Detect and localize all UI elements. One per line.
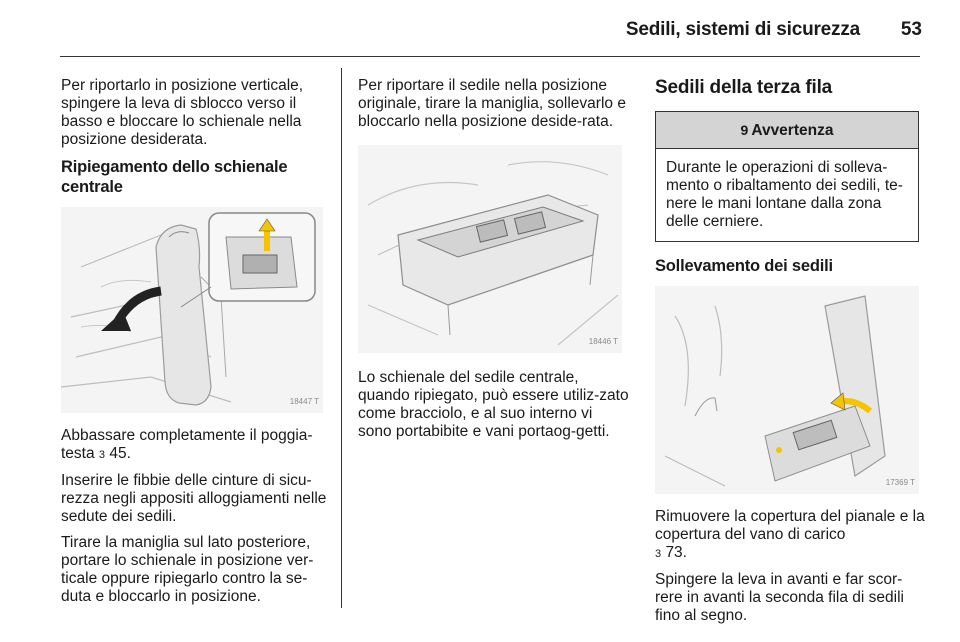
- seat-fold-illustration: [61, 207, 323, 413]
- figure-code: 18447 T: [289, 397, 319, 406]
- figure-third-row-raise: [655, 286, 919, 494]
- paragraph-push-lever: Spingere la leva in avanti e far scor-rere in avanti la seconda fila di sedili fino al segno.: [655, 571, 904, 624]
- paragraph-remove-cover: Rimuovere la copertura del pianale e la copertura del vano di carico 3 73.: [655, 508, 925, 561]
- column-3: [655, 77, 925, 633]
- header-rule: [60, 56, 920, 57]
- page-number: 53: [900, 19, 922, 40]
- warning-box: [655, 111, 919, 242]
- column-2: [358, 77, 630, 449]
- figure-centre-backrest-fold: [61, 207, 323, 413]
- warning-triangle-icon: 9: [740, 122, 749, 138]
- warning-text: Durante le operazioni di solleva-mento o ribaltamento dei sedili, te-nere le mani lontane dalla zona delle cerniere.: [666, 159, 903, 230]
- running-header-title: Sedili, sistemi di sicurezza: [625, 19, 860, 40]
- paragraph-armrest: Lo schienale del sedile centrale, quando ripiegato, può essere utiliz-zato come bracciolo, e al suo interno vi sono portabibite e vani portaog-getti.: [358, 369, 629, 440]
- paragraph-pull-handle: Tirare la maniglia sul lato posteriore, portare lo schienale in posizione ver-ticale oppure ripiegarlo contro la se-duta e bloccarlo in posizione.: [61, 534, 314, 605]
- figure-code: 18446 T: [588, 337, 618, 346]
- cross-reference-symbol: 3: [655, 548, 662, 560]
- cross-reference-page: 73.: [665, 544, 687, 561]
- paragraph-headrest: Abbassare completamente il poggia-testa 3 45.: [61, 427, 313, 462]
- cross-reference-symbol: 3: [98, 449, 106, 461]
- section-heading-third-row: Sedili della terza fila: [655, 77, 833, 98]
- paragraph-belt-buckles: Inserire le fibbie delle cinture di sicu-rezza negli appositi alloggiamenti nelle sedute dei sedili.: [61, 472, 327, 525]
- intro-paragraph: Per riportarlo in posizione verticale, spingere la leva di sblocco verso il basso e bloccare lo schienale nella posizione desiderata.: [61, 77, 304, 148]
- column-1: [61, 77, 331, 614]
- third-row-illustration: [655, 286, 919, 494]
- figure-armrest-cupholder: [358, 145, 622, 353]
- column-divider: [341, 68, 342, 608]
- warning-header: [656, 112, 918, 149]
- warning-title: Avvertenza: [751, 122, 834, 139]
- figure-code: 17369 T: [885, 478, 915, 487]
- section-heading-centre-backrest: Ripiegamento dello schienale centrale: [61, 158, 288, 196]
- armrest-illustration: [358, 145, 622, 353]
- paragraph-restore-seat: Per riportare il sedile nella posizione originale, tirare la maniglia, sollevarlo e bloccarlo nella posizione deside-rata.: [358, 77, 626, 130]
- subheading-raising-seats: Sollevamento dei sedili: [655, 257, 833, 275]
- cross-reference-page: 45.: [109, 445, 131, 462]
